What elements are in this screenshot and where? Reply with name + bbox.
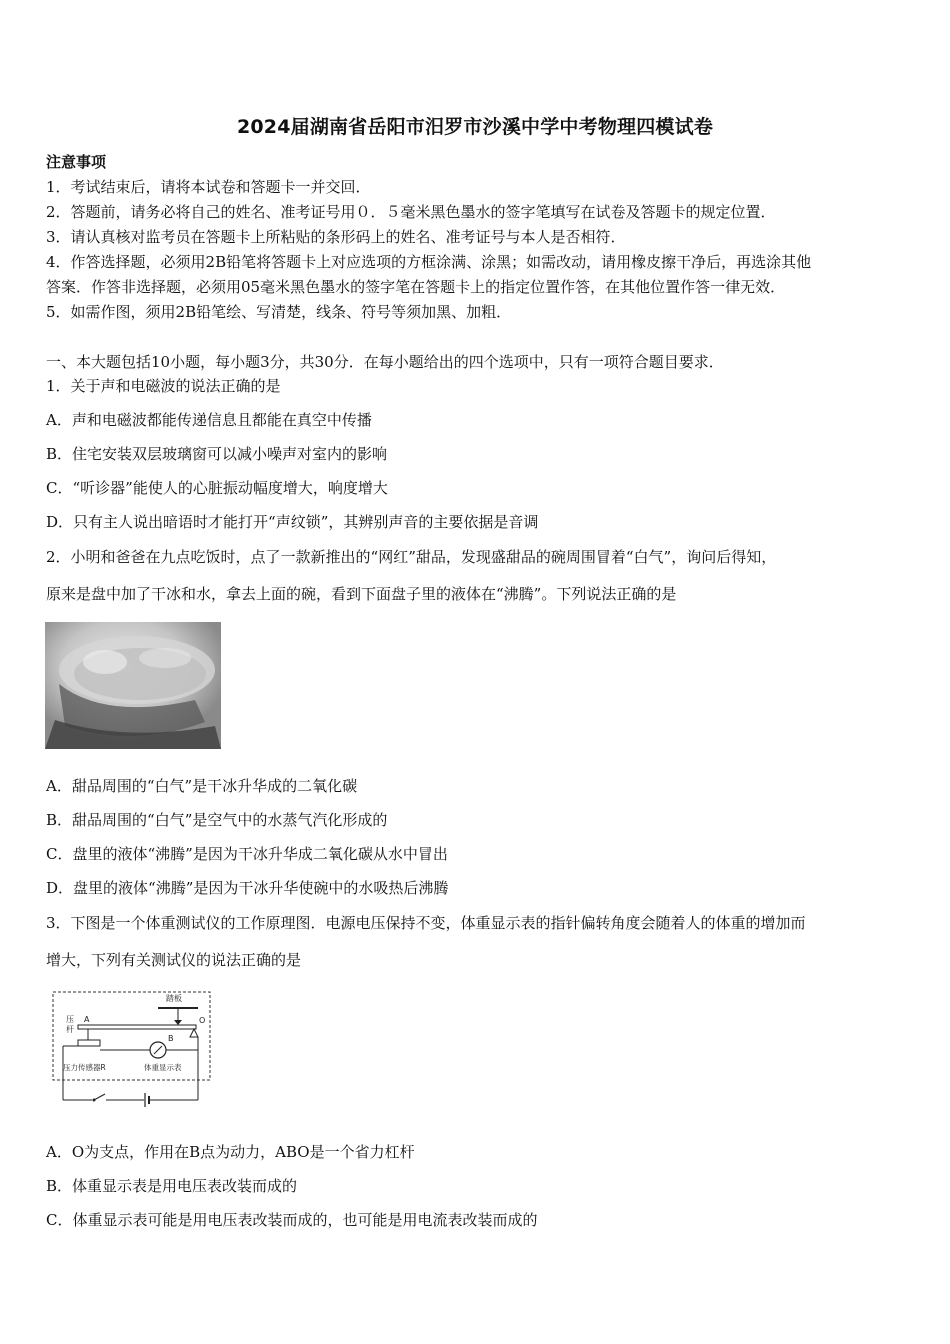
question-1-option-d: D．只有主人说出暗语时才能打开“声纹锁”，其辨别声音的主要依据是音调 — [46, 513, 539, 531]
pedal-label: 踏板 — [166, 994, 182, 1003]
section-heading: 一、本大题包括10小题，每小题3分，共30分．在每小题给出的四个选项中，只有一项符合题目要求． — [46, 353, 724, 371]
lever-bar — [78, 1025, 196, 1029]
question-3-option-c: C．体重显示表可能是用电压表改装而成的，也可能是用电流表改装而成的 — [46, 1211, 538, 1229]
dessert-photo — [45, 622, 221, 749]
lever-label-1: 压 — [66, 1015, 74, 1024]
notice-item: 4．作答选择题，必须用2B铅笔将答题卡上对应选项的方框涂满、涂黑；如需改动，请用橡皮擦干净后，再选涂其他 — [46, 253, 812, 271]
point-b-label: B — [168, 1034, 174, 1043]
question-3-option-b: B．体重显示表是用电压表改装而成的 — [46, 1177, 298, 1195]
weight-scale-circuit-diagram — [48, 988, 213, 1114]
point-o-label: O — [199, 1016, 206, 1025]
question-2-option-c: C．盘里的液体“沸腾”是因为干冰升华成二氧化碳从水中冒出 — [46, 845, 448, 863]
question-3-stem-line-1: 3．下图是一个体重测试仪的工作原理图．电源电压保持不变，体重显示表的指针偏转角度会随着人的体重的增加而 — [46, 914, 806, 932]
notice-item: 1．考试结束后，请将本试卷和答题卡一并交回． — [46, 178, 371, 196]
pressure-sensor — [78, 1040, 100, 1046]
question-2-stem-line-2: 原来是盘中加了干冰和水，拿去上面的碗，看到下面盘子里的液体在“沸腾”。下列说法正确的是 — [46, 585, 677, 603]
lever-label-2: 杆 — [66, 1025, 74, 1034]
question-2-stem-line-1: 2．小明和爸爸在九点吃饭时，点了一款新推出的“网红”甜品，发现盛甜品的碗周围冒着“白气”，询问后得知， — [46, 548, 777, 566]
question-1-stem: 1．关于声和电磁波的说法正确的是 — [46, 377, 281, 395]
question-1-option-c: C．“听诊器”能使人的心脏振动幅度增大，响度增大 — [46, 479, 388, 497]
notice-heading: 注意事项 — [46, 153, 107, 171]
notice-item: 2．答题前，请务必将自己的姓名、准考证号用０．５毫米黑色墨水的签字笔填写在试卷及答题卡的规定位置． — [46, 203, 776, 221]
question-1-option-b: B．住宅安装双层玻璃窗可以减小噪声对室内的影响 — [46, 445, 388, 463]
notice-item: 3．请认真核对监考员在答题卡上所粘贴的条形码上的姓名、准考证号与本人是否相符． — [46, 228, 626, 246]
pedal-contact — [174, 1020, 182, 1025]
question-3-stem-line-2: 增大，下列有关测试仪的说法正确的是 — [46, 951, 302, 969]
meter-label: 体重显示表 — [144, 1063, 182, 1072]
page-title: 2024届湖南省岳阳市汨罗市沙溪中学中考物理四模试卷 — [236, 116, 714, 138]
question-2-option-a: A．甜品周围的“白气”是干冰升华成的二氧化碳 — [46, 777, 358, 795]
sensor-label: 压力传感器R — [63, 1063, 106, 1072]
question-3-option-a: A．O为支点，作用在B点为动力，ABO是一个省力杠杆 — [46, 1143, 415, 1161]
question-1-option-a: A．声和电磁波都能传递信息且都能在真空中传播 — [46, 411, 372, 429]
notice-item: 5．如需作图，须用2B铅笔绘、写清楚，线条、符号等须加黑、加粗． — [46, 303, 512, 321]
question-2-option-d: D．盘里的液体“沸腾”是因为干冰升华使碗中的水吸热后沸腾 — [46, 879, 449, 897]
point-a-label: A — [84, 1015, 90, 1024]
notice-item: 答案．作答非选择题，必须用05毫米黑色墨水的签字笔在答题卡上的指定位置作答，在其他位置作答一律无效． — [46, 278, 786, 296]
switch-arm — [94, 1094, 105, 1100]
fulcrum — [190, 1029, 198, 1037]
question-2-option-b: B．甜品周围的“白气”是空气中的水蒸气汽化形成的 — [46, 811, 388, 829]
